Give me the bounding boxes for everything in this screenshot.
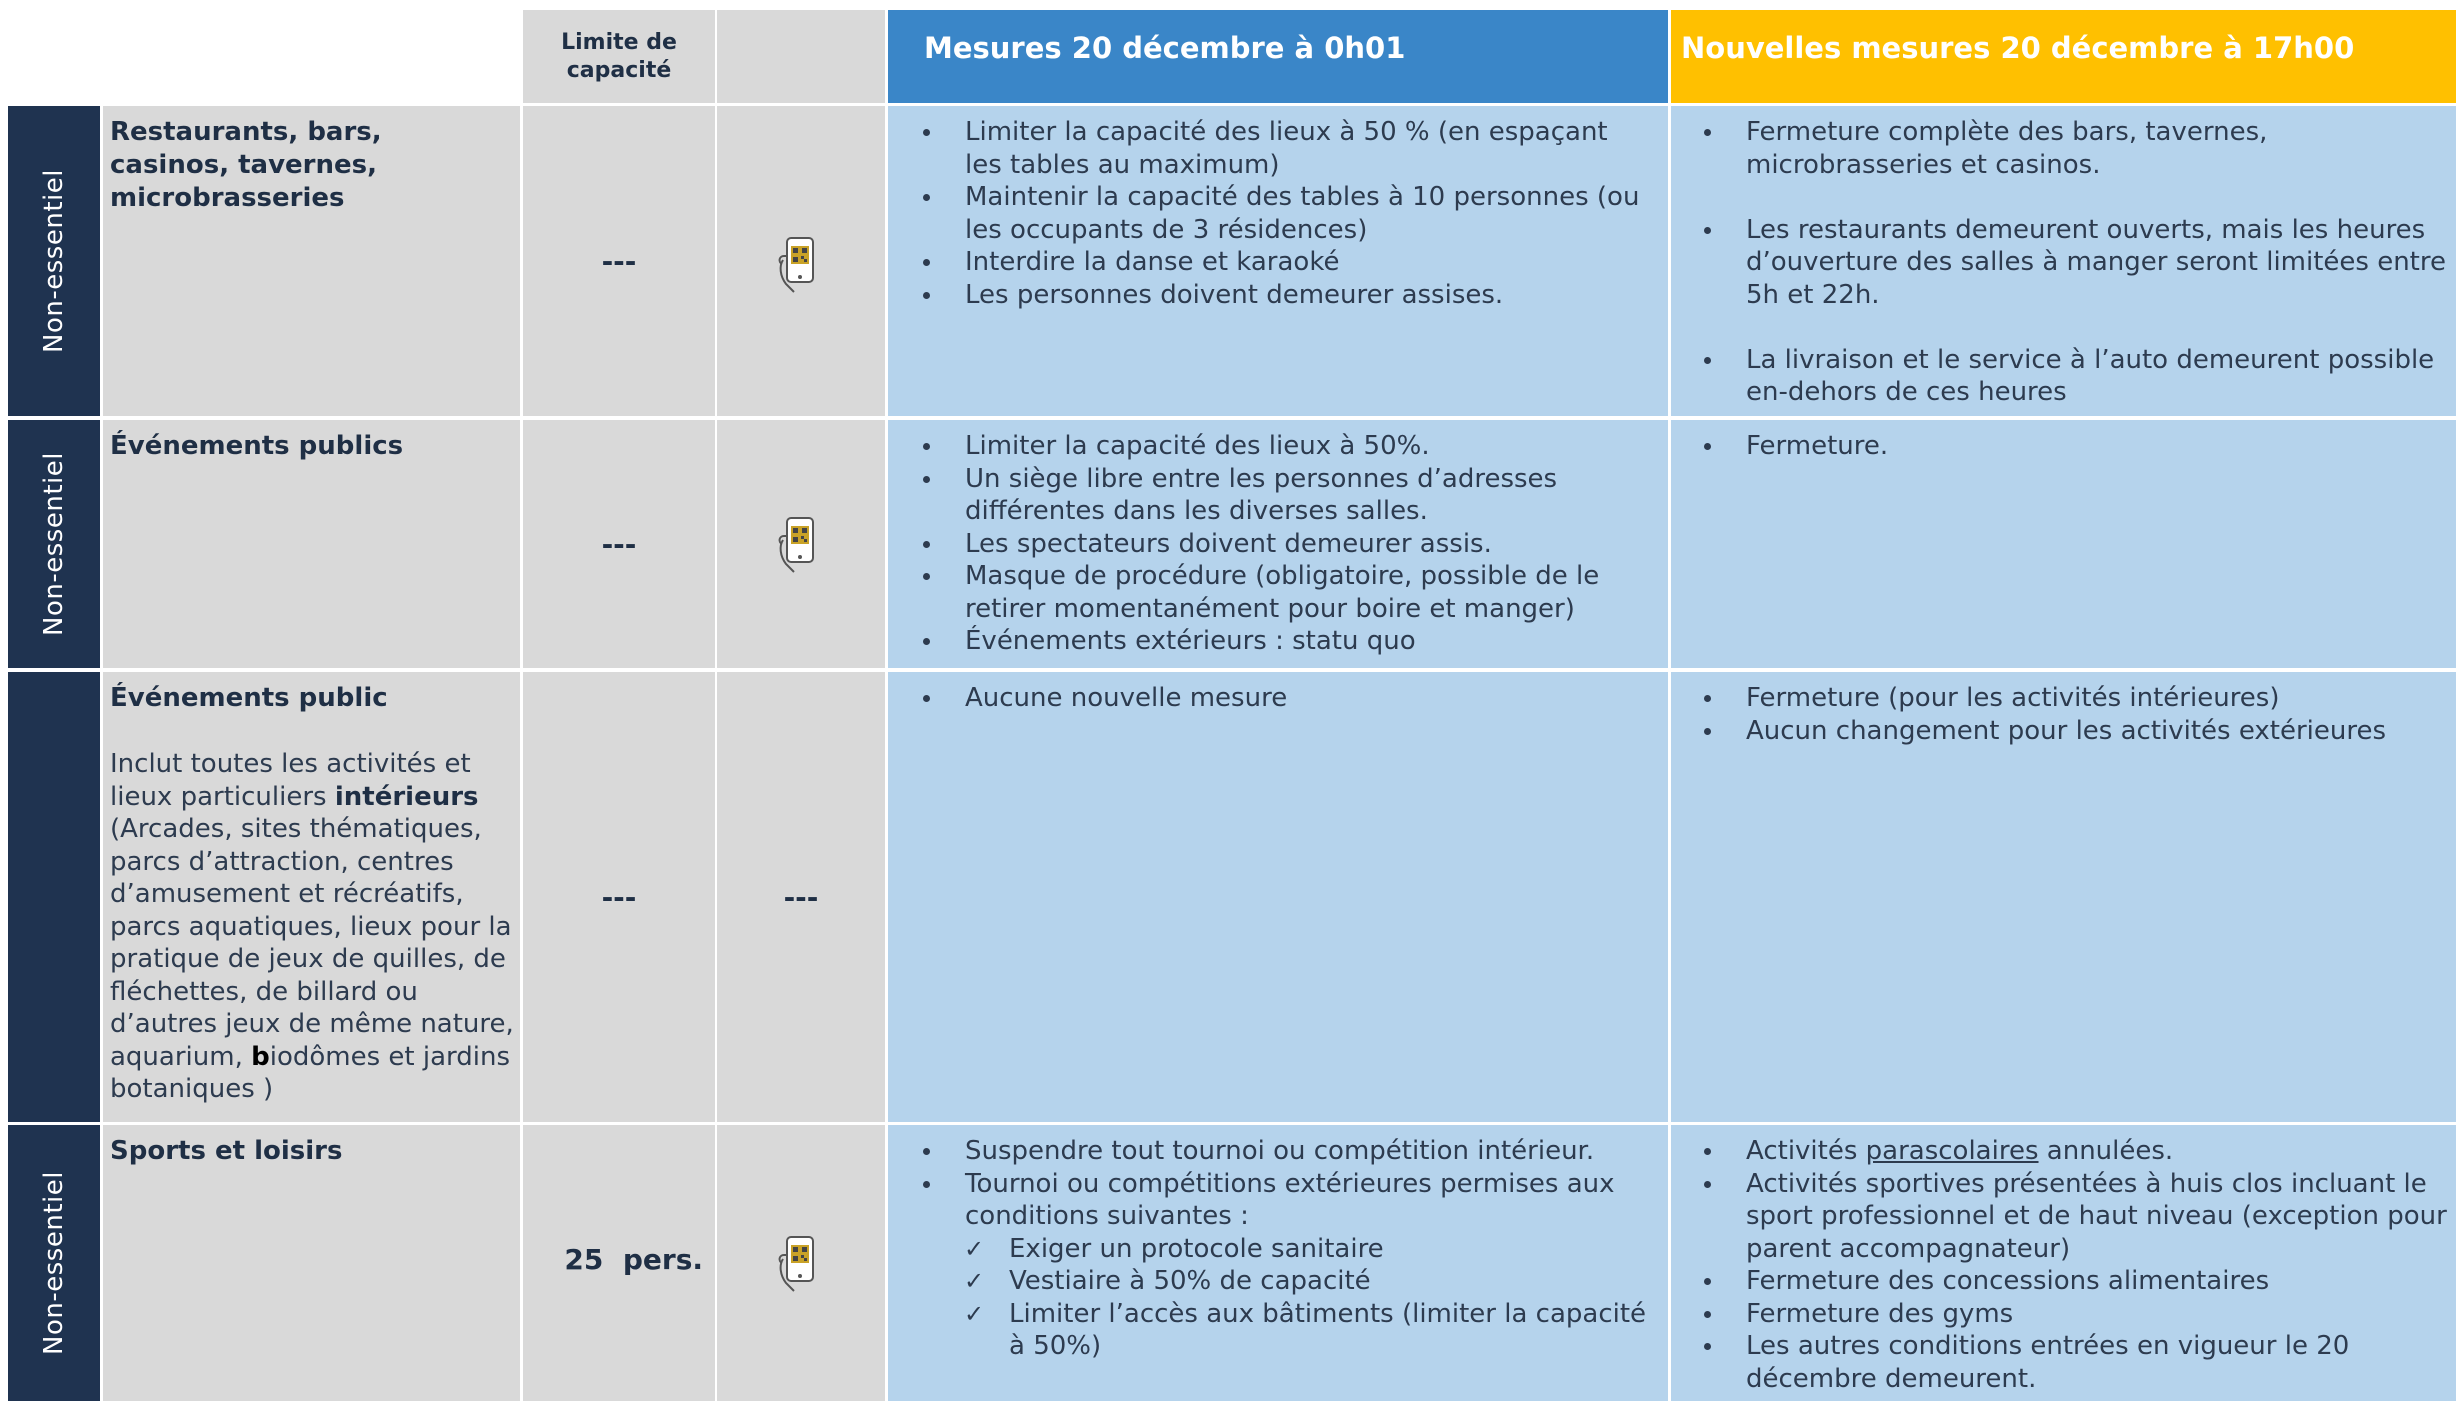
non-essentiel-label: Non-essentiel bbox=[39, 452, 70, 636]
capacity-value: 25 pers. bbox=[564, 1243, 703, 1276]
qr-cell bbox=[717, 106, 885, 416]
phone-qr-icon bbox=[776, 234, 826, 294]
list-item: Un siège libre entre les personnes d’adresses différentes dans les diverses salles. bbox=[915, 463, 1648, 528]
list-item: La livraison et le service à l’auto demeurent possible en-dehors de ces heures bbox=[1696, 344, 2448, 409]
phone-qr-icon bbox=[776, 1233, 826, 1293]
list-item: Suspendre tout tournoi ou compétition intérieur. bbox=[915, 1135, 1648, 1168]
list-item: Fermeture (pour les activités intérieures) bbox=[1696, 682, 2448, 715]
list-item: Fermeture des concessions alimentaires bbox=[1696, 1265, 2448, 1298]
capacity-cell bbox=[523, 672, 715, 1122]
capacity-cell bbox=[523, 106, 715, 416]
capacity-value: --- bbox=[601, 244, 637, 278]
qr-header-cell bbox=[717, 10, 885, 103]
qr-cell bbox=[717, 672, 885, 1122]
list-item: Événements extérieurs : statu quo bbox=[915, 625, 1648, 658]
capacity-cell bbox=[523, 1125, 715, 1401]
capacity-header-cell bbox=[523, 10, 715, 103]
after-header-cell bbox=[1671, 10, 2456, 103]
capacity-cell bbox=[523, 420, 715, 668]
row-side-label bbox=[8, 106, 100, 416]
after-cell bbox=[1671, 1125, 2456, 1401]
spacer bbox=[1696, 311, 2448, 344]
desc-part: (Arcades, sites thématiques, parcs d’attraction, centres d’amusement et récréatifs, parcs aquatiques, lieux pour la pratique de jeux de quilles, de fléchettes, de billard ou d’autres jeux de même nature, aquarium, bbox=[110, 814, 514, 1072]
row-side-block bbox=[8, 672, 100, 1122]
row-topic: Restaurants, bars, casinos, tavernes, microbrasseries bbox=[110, 117, 382, 213]
phone-qr-icon bbox=[776, 514, 826, 574]
capacity-header: Limite de capacité bbox=[561, 29, 677, 83]
underlined-word: parascolaires bbox=[1865, 1136, 2039, 1166]
before-list bbox=[915, 1135, 1648, 1363]
topic-cell bbox=[103, 106, 520, 416]
list-item: Tournoi ou compétitions extérieures permises aux conditions suivantes : bbox=[915, 1168, 1648, 1233]
list-item: Aucune nouvelle mesure bbox=[915, 682, 1648, 715]
list-item: Les autres conditions entrées en vigueur le 20 décembre demeurent. bbox=[1696, 1330, 2448, 1395]
topic-cell bbox=[103, 420, 520, 668]
list-item: Aucun changement pour les activités extérieures bbox=[1696, 715, 2448, 748]
capacity-value: --- bbox=[601, 880, 637, 914]
text-part: Activités bbox=[1746, 1136, 1866, 1166]
list-item: Maintenir la capacité des tables à 10 personnes (ou les occupants de 3 résidences) bbox=[915, 181, 1648, 246]
row-topic: Sports et loisirs bbox=[110, 1136, 343, 1166]
row-side-label bbox=[8, 1125, 100, 1401]
list-item: Limiter la capacité des lieux à 50%. bbox=[915, 430, 1648, 463]
qr-value: --- bbox=[783, 880, 819, 914]
before-list bbox=[915, 430, 1648, 658]
after-cell bbox=[1671, 672, 2456, 1122]
list-item bbox=[1696, 1135, 2448, 1168]
non-essentiel-label: Non-essentiel bbox=[39, 169, 70, 353]
list-item: Les restaurants demeurent ouverts, mais les heures d’ouverture des salles à manger seront limitées entre 5h et 22h. bbox=[1696, 214, 2448, 312]
after-list bbox=[1696, 1135, 2448, 1395]
before-cell bbox=[888, 1125, 1668, 1401]
non-essentiel-label: Non-essentiel bbox=[39, 1171, 70, 1355]
topic-cell bbox=[103, 1125, 520, 1401]
row-topic: Événements publics bbox=[110, 431, 404, 461]
text-part: annulées. bbox=[2038, 1136, 2174, 1166]
list-item: Masque de procédure (obligatoire, possible de le retirer momentanément pour boire et manger) bbox=[915, 560, 1648, 625]
desc-bold-letter: b bbox=[251, 1041, 270, 1072]
list-item: Fermeture. bbox=[1696, 430, 2448, 463]
capacity-value: --- bbox=[601, 527, 637, 561]
list-item: Fermeture complète des bars, tavernes, microbrasseries et casinos. bbox=[1696, 116, 2448, 181]
spacer bbox=[1696, 181, 2448, 214]
before-list bbox=[915, 682, 1648, 715]
after-cell bbox=[1671, 106, 2456, 416]
after-list bbox=[1696, 682, 2448, 747]
list-item: Activités sportives présentées à huis clos incluant le sport professionnel et de haut niveau (exception pour parent accompagnateur) bbox=[1696, 1168, 2448, 1266]
before-cell bbox=[888, 420, 1668, 668]
desc-part: iodômes et jardins botaniques ) bbox=[110, 1041, 511, 1104]
check-item: ✓ Limiter l’accès aux bâtiments (limiter la capacité à 50%) bbox=[962, 1298, 1648, 1363]
row-topic: Événements public bbox=[110, 683, 388, 713]
after-header: Nouvelles mesures 20 décembre à 17h00 bbox=[1681, 31, 2355, 65]
row-side-label bbox=[8, 420, 100, 668]
after-list bbox=[1696, 116, 2448, 409]
before-header-cell bbox=[888, 10, 1668, 103]
topic-cell bbox=[103, 672, 520, 1122]
before-cell bbox=[888, 672, 1668, 1122]
check-item: ✓ Exiger un protocole sanitaire bbox=[962, 1233, 1648, 1266]
before-list bbox=[915, 116, 1648, 311]
after-cell bbox=[1671, 420, 2456, 668]
after-list bbox=[1696, 430, 2448, 463]
qr-cell bbox=[717, 1125, 885, 1401]
before-header: Mesures 20 décembre à 0h01 bbox=[924, 31, 1406, 65]
list-item: Limiter la capacité des lieux à 50 % (en espaçant les tables au maximum) bbox=[915, 116, 1648, 181]
check-item: ✓ Vestiaire à 50% de capacité bbox=[962, 1265, 1648, 1298]
desc-bold: intérieurs bbox=[334, 781, 479, 812]
desc-part: Inclut toutes les activités et lieux particuliers bbox=[110, 749, 471, 812]
list-item: Les personnes doivent demeurer assises. bbox=[915, 279, 1648, 312]
row-description bbox=[110, 748, 515, 1106]
list-item: Interdire la danse et karaoké bbox=[915, 246, 1648, 279]
list-item: Les spectateurs doivent demeurer assis. bbox=[915, 528, 1648, 561]
list-item: Fermeture des gyms bbox=[1696, 1298, 2448, 1331]
qr-cell bbox=[717, 420, 885, 668]
before-cell bbox=[888, 106, 1668, 416]
